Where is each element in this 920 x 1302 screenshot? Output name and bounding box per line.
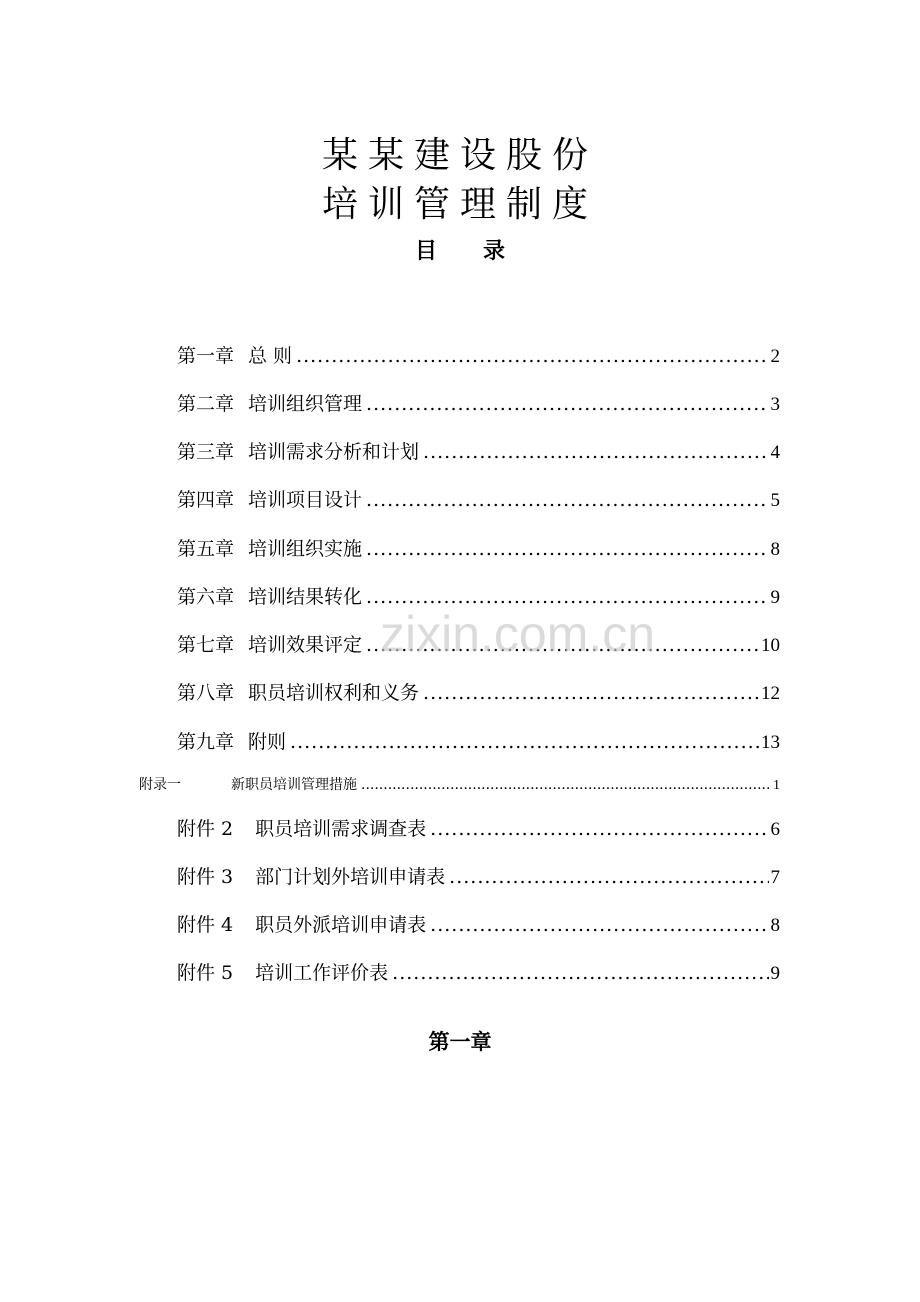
toc-leader-dots: [423, 438, 768, 466]
toc-entry-number: 第三章: [177, 441, 235, 463]
toc-entry-page: 4: [770, 442, 780, 463]
toc-leader-dots: [296, 342, 768, 370]
toc-heading-char-1: 目: [414, 239, 437, 264]
toc-heading-char-2: 录: [483, 239, 506, 264]
svg-text:zixin.com.cn: zixin.com.cn: [380, 606, 656, 662]
toc-entry-chapter-4[interactable]: [177, 486, 780, 514]
toc-leader-dots: [366, 535, 768, 563]
toc-entry-attachment-4[interactable]: [177, 911, 780, 939]
toc-entry-page: 10: [761, 635, 780, 656]
toc-entry-label: 职员外派培训申请表: [255, 914, 427, 936]
toc-entry-number: 第四章: [177, 489, 235, 511]
toc-entry-chapter-5[interactable]: [177, 535, 780, 563]
toc-entry-number: 第六章: [177, 586, 235, 608]
toc-entry-chapter-6[interactable]: [177, 583, 780, 611]
toc-entry-label: 培训结果转化: [248, 586, 363, 608]
toc-entry-label: 培训组织实施: [248, 538, 363, 560]
toc-entry-label: 附则: [248, 731, 287, 753]
toc-leader-dots: [361, 774, 771, 796]
toc-entry-page: 2: [770, 346, 780, 367]
toc-entry-appendix-1[interactable]: [139, 774, 780, 796]
toc-entry-chapter-7[interactable]: [177, 631, 780, 659]
chapter-heading: 第一章: [428, 1030, 492, 1054]
toc-entry-label: 职员培训权利和义务: [248, 682, 420, 704]
toc-entry-number: 第二章: [177, 393, 235, 415]
toc-entry-attachment-5[interactable]: [177, 959, 780, 987]
toc-entry-chapter-1[interactable]: [177, 342, 780, 370]
toc-entry-chapter-2[interactable]: [177, 390, 780, 418]
toc-entry-label: 培训工作评价表: [255, 962, 389, 984]
toc-entry-number: 第一章: [177, 345, 235, 367]
toc-entry-page: 8: [770, 539, 780, 560]
toc-entry-page: 5: [770, 490, 780, 511]
document-title-line-2: 培训管理制度: [321, 184, 598, 225]
toc-entry-number: 附件 5: [177, 962, 234, 984]
toc-entry-label: 培训组织管理: [248, 393, 363, 415]
toc-entry-label: 总 则: [248, 345, 293, 367]
toc-entry-attachment-2[interactable]: [177, 815, 780, 843]
toc-entry-label: 新职员培训管理措施: [231, 777, 357, 793]
toc-entry-page: 8: [770, 915, 780, 936]
toc-entry-label: 培训需求分析和计划: [248, 441, 420, 463]
toc-leader-dots: [430, 815, 768, 843]
toc-entry-number: 第五章: [177, 538, 235, 560]
toc-entry-number: 附件 4: [177, 914, 234, 936]
toc-entry-label: 培训项目设计: [248, 489, 363, 511]
toc-entry-number: 第九章: [177, 731, 235, 753]
document-title-line-1: 某某建设股份: [321, 135, 598, 176]
toc-entry-page: 3: [770, 394, 780, 415]
toc-entry-number: 第七章: [177, 634, 235, 656]
toc-entry-number: 第八章: [177, 682, 235, 704]
toc-entry-label: 部门计划外培训申请表: [255, 866, 446, 888]
toc-entry-number: 附件 2: [177, 818, 234, 840]
toc-entry-attachment-3[interactable]: [177, 863, 780, 891]
toc-leader-dots: [366, 486, 768, 514]
toc-entry-page: 12: [761, 683, 780, 704]
toc-entry-chapter-9[interactable]: [177, 728, 780, 756]
toc-leader-dots: [366, 631, 759, 659]
toc-entry-page: 1: [773, 778, 780, 793]
toc-entry-page: 9: [770, 963, 780, 984]
toc-entry-number: 附件 3: [177, 866, 234, 888]
toc-entry-chapter-3[interactable]: [177, 438, 780, 466]
toc-leader-dots: [366, 390, 768, 418]
toc-leader-dots: [423, 679, 759, 707]
toc-entry-page: 7: [770, 867, 780, 888]
toc-leader-dots: [392, 959, 768, 987]
toc-entry-number: 附录一: [139, 777, 181, 793]
toc-leader-dots: [366, 583, 768, 611]
toc-leader-dots: [449, 863, 768, 891]
toc-entry-label: 培训效果评定: [248, 634, 363, 656]
toc-entry-chapter-8[interactable]: [177, 679, 780, 707]
toc-entry-page: 6: [770, 819, 780, 840]
toc-entry-page: 13: [761, 732, 780, 753]
toc-leader-dots: [290, 728, 759, 756]
toc-entry-label: 职员培训需求调查表: [255, 818, 427, 840]
toc-leader-dots: [430, 911, 768, 939]
toc-entry-page: 9: [770, 587, 780, 608]
